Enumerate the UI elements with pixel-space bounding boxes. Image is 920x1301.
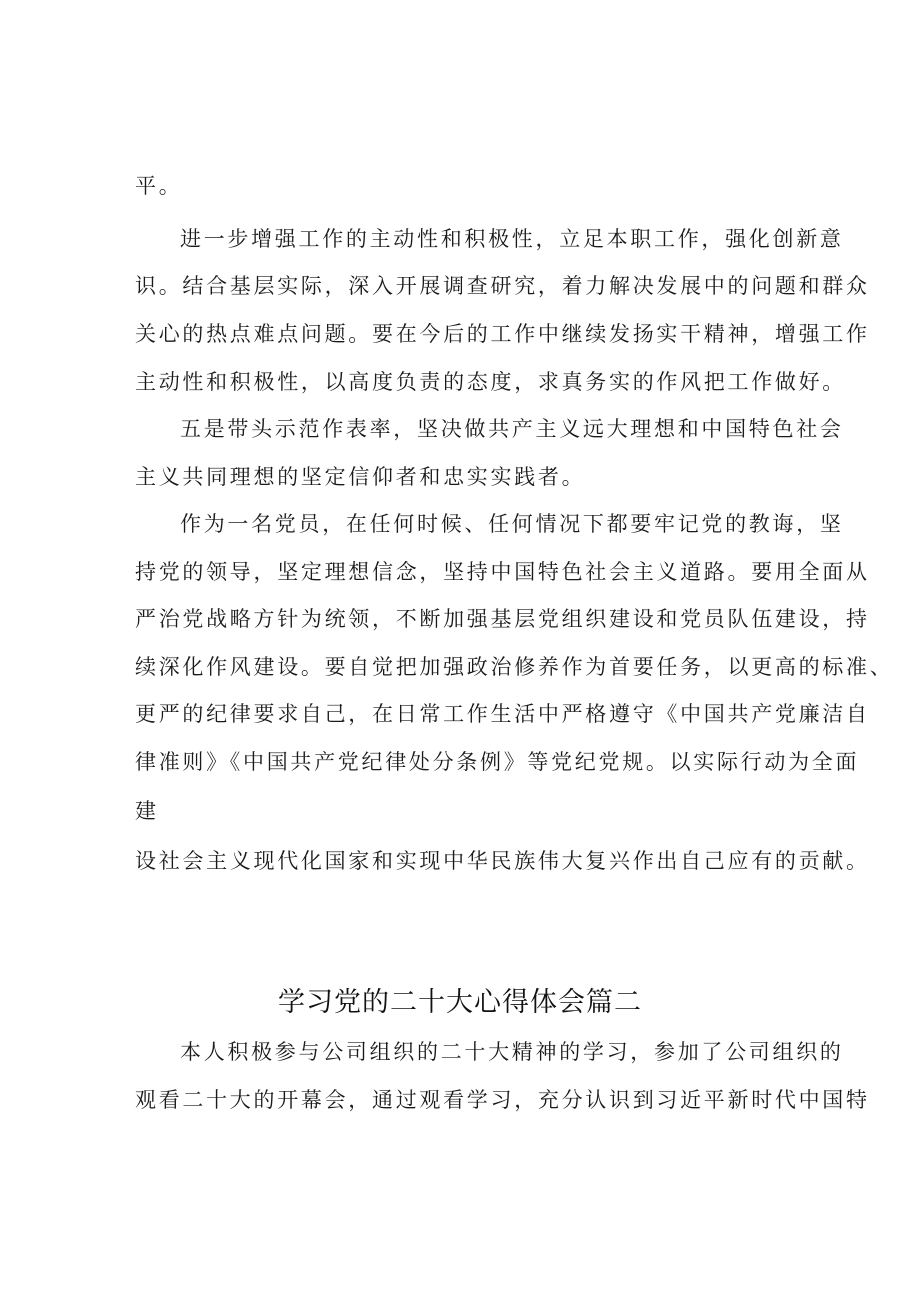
paragraph-line: 主义共同理想的坚定信仰者和忠实实践者。	[135, 465, 586, 489]
paragraph-line: 建	[135, 799, 159, 823]
paragraph-line: 续深化作风建设。要自觉把加强政治修养作为首要任务，以更高的标准、	[135, 655, 894, 679]
paragraph-line: 本人积极参与公司组织的二十大精神的学习，参加了公司组织的	[180, 1040, 844, 1064]
paragraph-line: 持党的领导，坚定理想信念，坚持中国特色社会主义道路。要用全面从	[135, 560, 870, 584]
paragraph-line: 律准则》《中国共产党纪律处分条例》等党纪党规。以实际行动为全面	[135, 750, 860, 774]
paragraph-line: 作为一名党员，在任何时候、任何情况下都要牢记党的教诲，坚	[180, 512, 844, 536]
paragraph-line: 更严的纪律要求自己，在日常工作生活中严格遵守《中国共产党廉洁自	[135, 702, 870, 726]
paragraph-line: 观看二十大的开幕会，通过观看学习，充分认识到习近平新时代中国特	[135, 1088, 870, 1112]
section-title: 学习党的二十大心得体会篇二	[278, 987, 642, 1018]
paragraph-line: 关心的热点难点问题。要在今后的工作中继续发扬实干精神，增强工作	[135, 322, 870, 346]
paragraph-line: 进一步增强工作的主动性和积极性，立足本职工作，强化创新意	[180, 227, 844, 251]
paragraph-line: 识。结合基层实际，深入开展调查研究，着力解决发展中的问题和群众	[135, 274, 870, 298]
paragraph-line: 五是带头示范作表率，坚决做共产主义远大理想和中国特色社会	[180, 417, 844, 441]
paragraph-line: 严治党战略方针为统领，不断加强基层党组织建设和党员队伍建设，持	[135, 607, 870, 631]
paragraph-line: 设社会主义现代化国家和实现中华民族伟大复兴作出自己应有的贡献。	[135, 849, 870, 873]
paragraph-line: 主动性和积极性，以高度负责的态度，求真务实的作风把工作做好。	[135, 370, 846, 394]
text-line: 平。	[135, 174, 183, 198]
